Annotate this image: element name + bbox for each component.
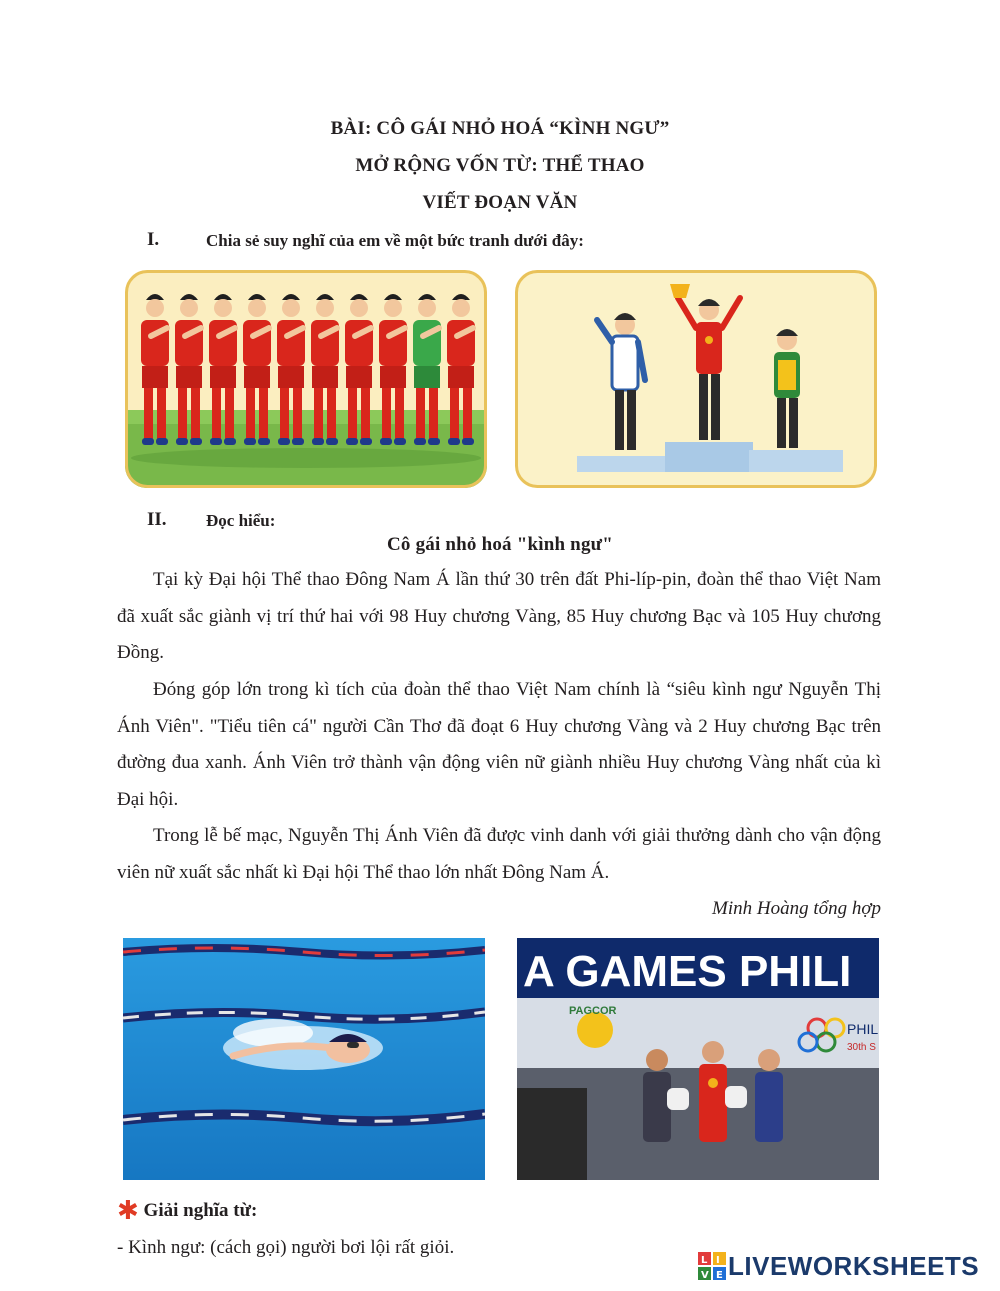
story-paragraph-3-text: Trong lễ bế mạc, Nguyễn Thị Ánh Viên đã được vinh danh với giải thưởng dành cho vận động viên nữ xuất sắc nhất kì Đại hội Thể thao lớn nhất Đông Nam Á. (117, 825, 881, 883)
football-team-illustration (125, 270, 487, 488)
banner-text: A GAMES PHILI (523, 947, 852, 996)
section-2-heading: Đọc hiểu: (206, 511, 276, 530)
podium-drawing (515, 270, 877, 488)
asterisk-icon: ✱ (117, 1196, 139, 1226)
story-paragraph-1 (117, 562, 881, 672)
swimming-photo-drawing (123, 938, 485, 1180)
podium-illustration (515, 270, 877, 488)
glossary-item: - Kình ngư: (cách gọi) người bơi lội rất giỏi. (117, 1237, 455, 1258)
section-1-prompt: Chia sẻ suy nghĩ của em về một bức tranh dưới đây: (206, 231, 584, 250)
football-team-drawing (125, 270, 487, 488)
story-paragraph-2-text: Đóng góp lớn trong kì tích của đoàn thể thao Việt Nam chính là “siêu kình ngư Nguyễn Thị Ánh Viên". "Tiểu tiên cá" người Cần Thơ đã đoạt 6 Huy chương Vàng và 2 Huy chương Bạc trên đường đua xanh. Ánh Viên trở thành vận động viên nữ giành nhiều Huy chương Vàng nhất của kì Đại hội. (117, 679, 881, 810)
liveworksheets-logo-icon (698, 1252, 726, 1280)
story-credit: Minh Hoàng tổng hợp (712, 898, 881, 919)
glossary-heading-text: Giải nghĩa từ: (143, 1200, 258, 1221)
medal-ceremony-photo (517, 938, 879, 1180)
sponsor-sign: PAGCOR (569, 1005, 617, 1017)
section-1-number: I. (147, 229, 160, 250)
story-title: Cô gái nhỏ hoá "kình ngư" (387, 534, 613, 555)
lesson-subtitle-2: VIẾT ĐOẠN VĂN (422, 192, 578, 213)
flag-text: PHIL (847, 1021, 879, 1037)
section-2-number: II. (147, 509, 167, 530)
logo-letter: I (716, 1255, 720, 1266)
logo-letter: E (716, 1270, 723, 1280)
glossary-heading (117, 1196, 257, 1226)
swimming-photo (123, 938, 485, 1180)
medal-ceremony-drawing (517, 938, 879, 1180)
liveworksheets-logo (698, 1250, 979, 1282)
story-paragraph-3 (117, 818, 881, 891)
liveworksheets-wordmark: LIVEWORKSHEETS (728, 1250, 980, 1281)
story-paragraph-2 (117, 672, 881, 818)
story-paragraph-1-text: Tại kỳ Đại hội Thể thao Đông Nam Á lần thứ 30 trên đất Phi-líp-pin, đoàn thể thao Việt Nam đã xuất sắc giành vị trí thứ hai với 98 Huy chương Vàng, 85 Huy chương Bạc và 105 Huy chương Đồng. (117, 569, 881, 663)
edition-text: 30th S (847, 1042, 876, 1053)
logo-letter: L (701, 1255, 708, 1266)
logo-letter: V (701, 1270, 709, 1280)
lesson-title: BÀI: CÔ GÁI NHỎ HOÁ “KÌNH NGƯ” (330, 118, 670, 139)
lesson-subtitle: MỞ RỘNG VỐN TỪ: THỂ THAO (355, 155, 645, 176)
